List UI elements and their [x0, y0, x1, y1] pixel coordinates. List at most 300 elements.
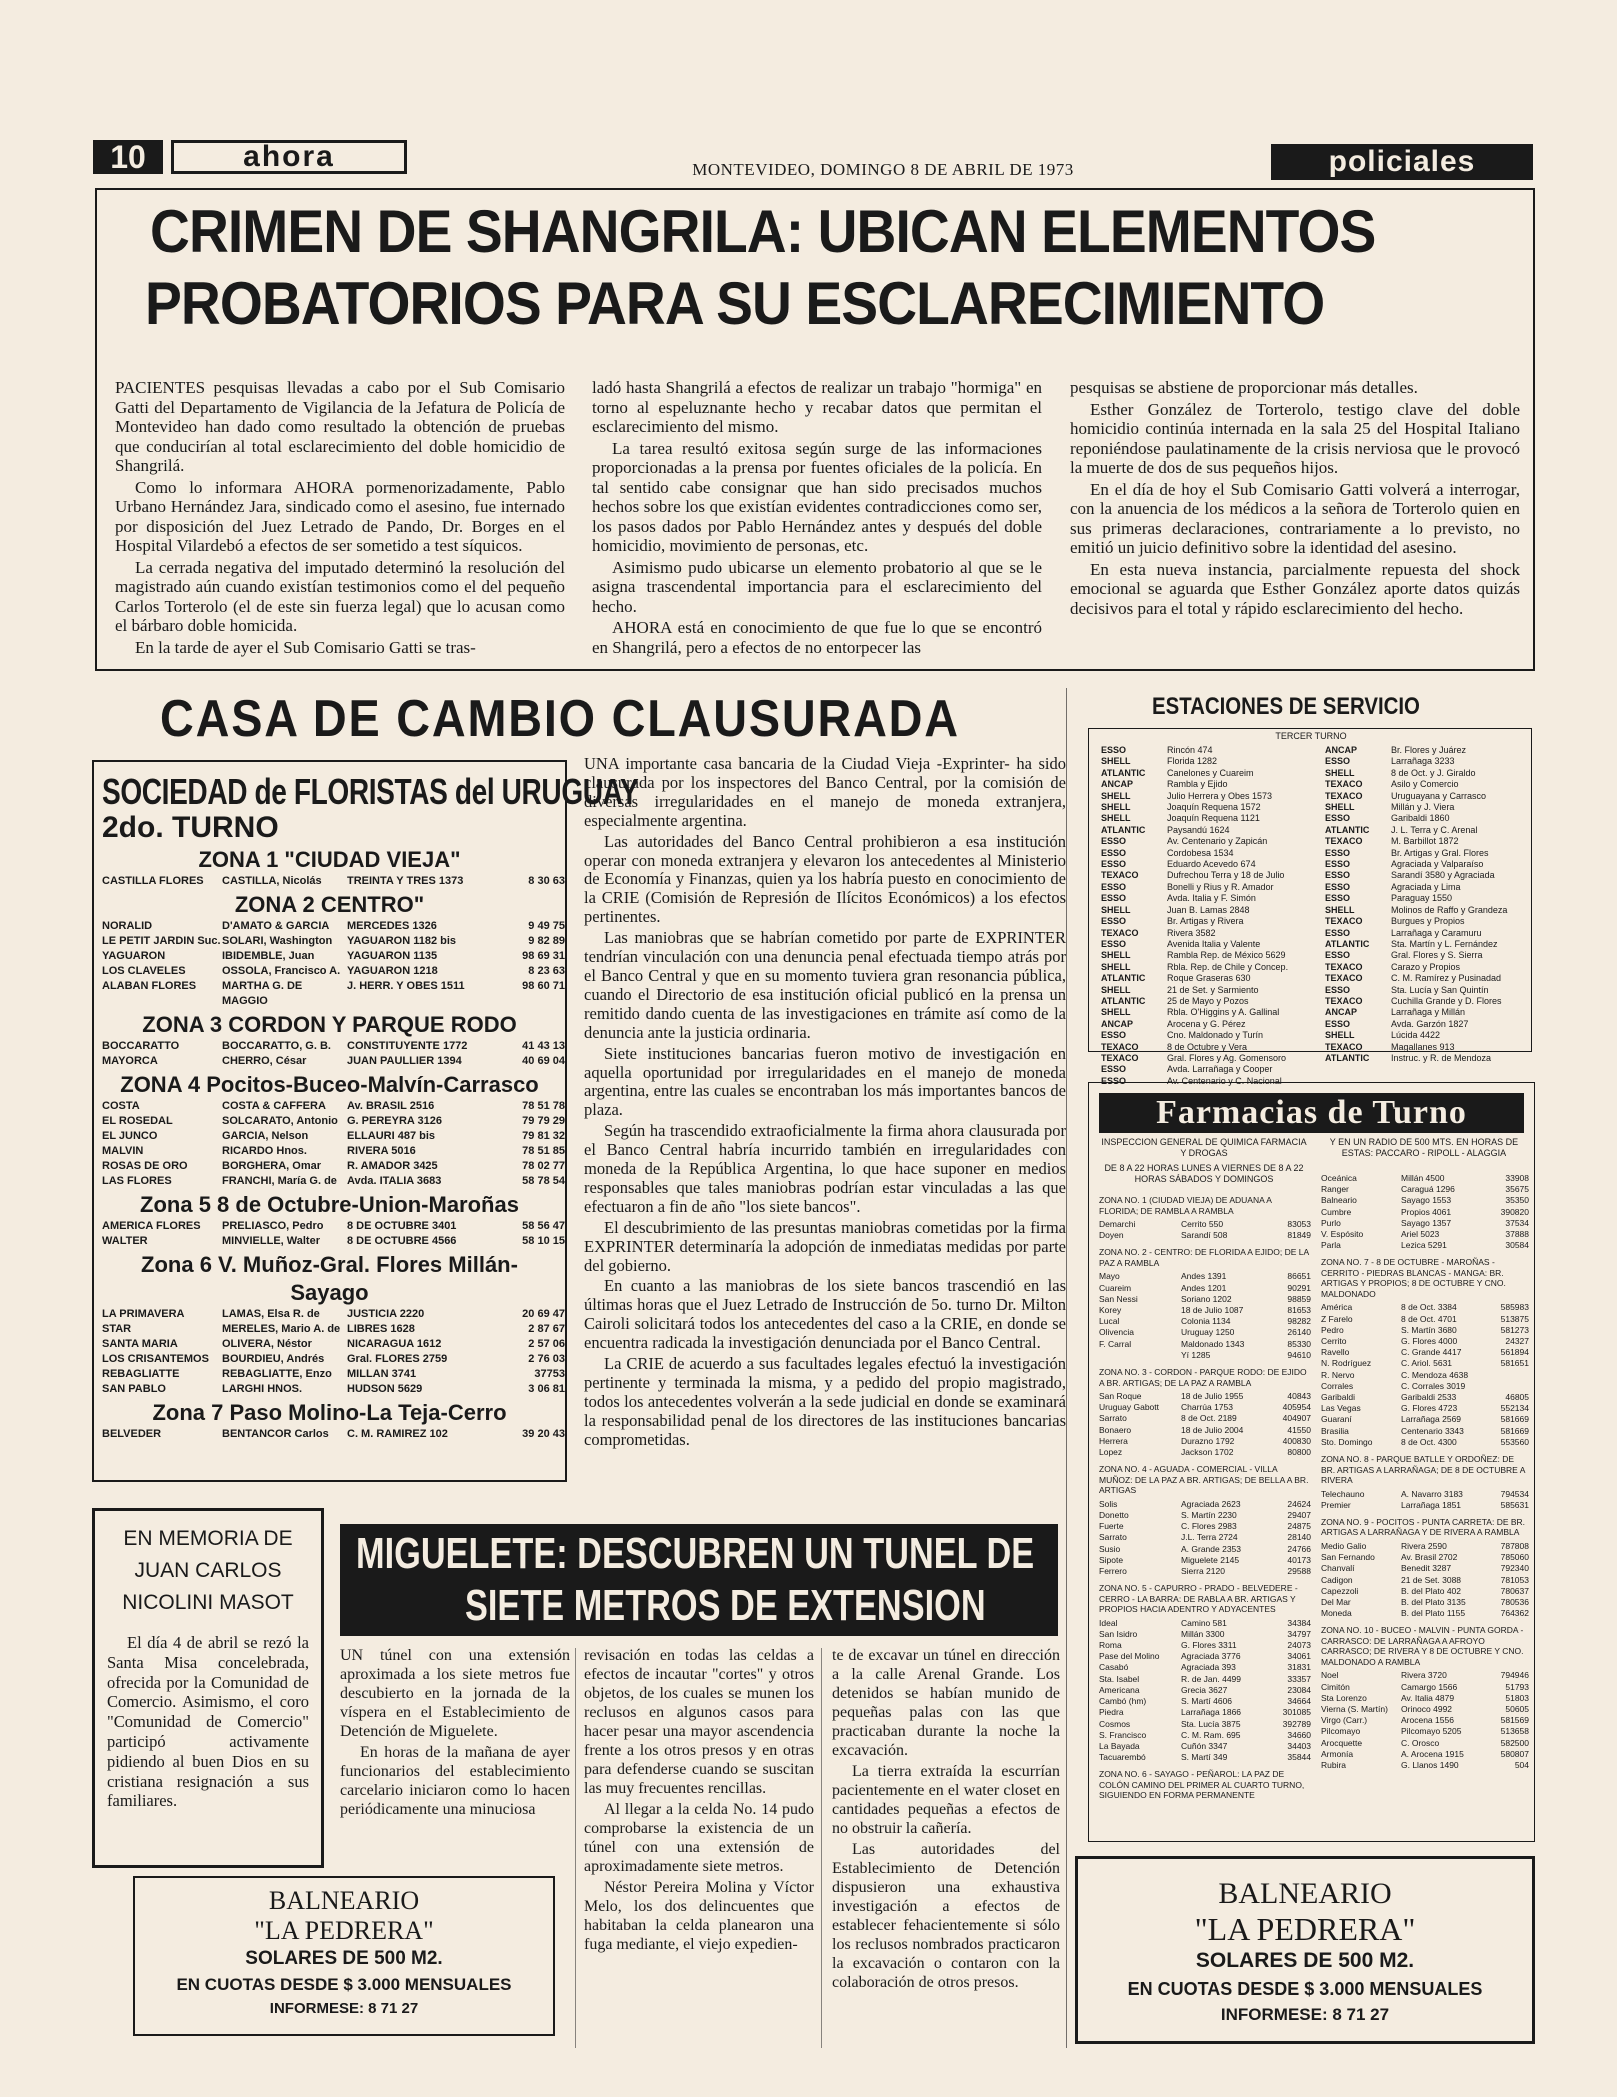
pharmacy-cell: 34797	[1287, 1628, 1311, 1639]
florist-row	[102, 1427, 565, 1442]
station-row	[1325, 756, 1531, 767]
pharmacy-cell: Millán 4500	[1401, 1173, 1445, 1183]
station-row	[1325, 1007, 1531, 1018]
pharmacy-row	[1099, 1640, 1311, 1651]
florist-row	[102, 1114, 565, 1129]
pharmacy-cell: 34664	[1287, 1696, 1311, 1707]
pharmacy-cell: Corrales	[1321, 1380, 1354, 1391]
pharmacy-cell: La Bayada	[1099, 1740, 1140, 1751]
pharmacy-cell: 301085	[1282, 1707, 1311, 1718]
ad-line: BALNEARIO	[1218, 1877, 1392, 1910]
pharmacy-row	[1099, 1271, 1311, 1282]
florist-cell: C. M. RAMIREZ 102	[347, 1428, 448, 1440]
pharmacy-cell: Casabó	[1099, 1662, 1129, 1673]
station-address: Asilo y Comercio	[1391, 779, 1459, 790]
ad-la-pedrera-left	[133, 1876, 555, 2036]
station-address: 21 de Set. y Sarmiento	[1167, 984, 1259, 995]
pharmacy-row	[1099, 1219, 1311, 1230]
florist-cell: BELVEDER	[102, 1428, 162, 1440]
pharmacy-cell: Mayo	[1099, 1271, 1120, 1282]
station-row	[1101, 973, 1309, 984]
station-row	[1101, 928, 1309, 939]
station-row	[1325, 928, 1531, 939]
pharmacy-cell: Capezzoli	[1321, 1585, 1359, 1596]
station-row	[1325, 745, 1531, 756]
pharmacy-cell: Larrañaga 1851	[1401, 1499, 1462, 1510]
florist-cell: YAGUARON 1182 bis	[347, 935, 457, 947]
florist-cell: 8 DE OCTUBRE 4566	[347, 1235, 457, 1247]
pharmacy-cell: B. del Plato 3135	[1401, 1596, 1466, 1607]
station-address: Cuchilla Grande y D. Flores	[1391, 995, 1502, 1006]
station-address: Rincón 474	[1167, 745, 1213, 755]
florist-cell: ALABAN FLORES	[102, 980, 197, 992]
pharmacy-cell: 764362	[1500, 1608, 1529, 1619]
miguelete-headline-box	[340, 1524, 1058, 1636]
pharmacy-cell: Soriano 1202	[1181, 1293, 1232, 1304]
pharmacy-cell: 553560	[1500, 1436, 1529, 1447]
pharmacy-row	[1099, 1413, 1311, 1424]
pharmacy-cell: 24327	[1505, 1336, 1529, 1347]
station-address: Rbla. Rep. de Chile y Concep.	[1167, 961, 1289, 972]
florist-cell: MALVIN	[102, 1145, 144, 1157]
florist-row	[102, 1322, 565, 1337]
florist-row	[102, 1054, 565, 1069]
pharmacy-cell: Chanvalí	[1321, 1563, 1355, 1574]
pharmacy-cell: Solis	[1099, 1498, 1118, 1509]
florist-cell: SAN PABLO	[102, 1383, 166, 1395]
station-address: Sarandí 3580 y Agraciada	[1391, 870, 1495, 881]
florist-cell: NICARAGUA 1612	[347, 1338, 442, 1350]
pharmacy-row	[1321, 1347, 1529, 1358]
pharmacy-row	[1099, 1544, 1311, 1555]
pharmacy-cell	[1485, 1381, 1529, 1392]
florist-cell: 78 51 85	[522, 1145, 565, 1157]
floristas-box	[92, 760, 639, 1482]
pharmacy-cell: 581651	[1500, 1358, 1529, 1369]
paragraph: AHORA está en conocimiento de que fue lo que se encontró en Shangrilá, pero a efectos de no entorpecer las	[592, 618, 1042, 657]
florist-cell: 79 79 29	[522, 1115, 565, 1127]
pharmacy-row	[1099, 1752, 1311, 1763]
pharmacy-cell: C. Flores 2983	[1181, 1521, 1237, 1532]
station-brand: SHELL	[1325, 1030, 1355, 1041]
pharmacy-cell: C. M. Ram. 695	[1181, 1729, 1241, 1740]
station-row	[1101, 905, 1309, 916]
florist-cell: GARCIA, Nelson	[222, 1130, 309, 1142]
pharmacy-cell: 40173	[1287, 1554, 1311, 1565]
pharmacy-row	[1099, 1566, 1311, 1577]
pharmacy-zone-heading: ZONA NO. 9 - POCITOS - PUNTA CARRETA: DE BR. ARTIGAS A LARRAÑAGA Y DE RIVERA A RAMBLA	[1321, 1516, 1526, 1538]
florist-cell: BENTANCOR Carlos	[222, 1428, 329, 1440]
pharmacy-row	[1321, 1760, 1529, 1771]
florist-cell: FRANCHI, María G. de	[222, 1175, 337, 1187]
pharmacy-cell: Sarrato	[1099, 1413, 1127, 1424]
station-row	[1101, 870, 1309, 881]
pharmacy-cell: 781053	[1500, 1574, 1529, 1585]
pharmacy-row	[1099, 1651, 1311, 1662]
pharmacy-row	[1099, 1305, 1311, 1316]
station-row	[1325, 905, 1531, 916]
pharmacy-row	[1321, 1670, 1529, 1681]
pharmacy-cell: 98859	[1287, 1293, 1311, 1304]
pharmacy-cell: 23084	[1287, 1684, 1311, 1695]
florist-cell: ELLAURI 487 bis	[347, 1130, 436, 1142]
pharmacy-cell: Garibaldi 2533	[1401, 1392, 1457, 1403]
pharmacy-cell: Centenario 3343	[1401, 1425, 1464, 1436]
paragraph: Al llegar a la celda No. 14 pudo comprobarse la existencia de un túnel con una extensión de aproximadamente siete metros.	[584, 1801, 814, 1875]
station-row	[1101, 939, 1309, 950]
pharmacy-cell: 513658	[1500, 1726, 1529, 1737]
florist-cell: COSTA & CAFFERA	[222, 1100, 326, 1112]
pharmacy-row	[1321, 1173, 1529, 1184]
station-brand: ESSO	[1101, 893, 1127, 904]
pharmacy-row	[1099, 1618, 1311, 1629]
station-address: Carazo y Propios	[1391, 961, 1461, 972]
station-row	[1101, 802, 1309, 813]
pharmacy-cell: Balneario	[1321, 1195, 1357, 1206]
pharmacy-cell: C. Orosco	[1401, 1737, 1440, 1748]
pharmacy-cell: 24073	[1287, 1640, 1311, 1651]
estaciones-col-right	[1325, 745, 1531, 1064]
pharmacy-cell: 33908	[1505, 1173, 1529, 1183]
pharmacy-cell: F. Carral	[1099, 1338, 1132, 1349]
florist-cell: LIBRES 1628	[347, 1323, 415, 1335]
pharmacy-cell: Cumbre	[1321, 1206, 1352, 1217]
pharmacy-cell: Sayago 1357	[1401, 1217, 1452, 1228]
florist-row	[102, 1039, 565, 1054]
pharmacy-row	[1321, 1302, 1529, 1313]
station-brand: ATLANTIC	[1101, 767, 1146, 778]
station-address: Larrañaga 3233	[1391, 756, 1455, 767]
pharmacy-cell: 35844	[1287, 1752, 1311, 1763]
pharmacy-row	[1321, 1392, 1529, 1403]
pharmacy-cell: Del Mar	[1321, 1596, 1351, 1607]
main-story-col-3	[1070, 378, 1520, 620]
pharmacy-cell: Agraciada 2623	[1181, 1498, 1241, 1509]
pharmacy-cell: Las Vegas	[1321, 1403, 1361, 1414]
station-address: Molinos de Raffo y Grandeza	[1391, 904, 1508, 915]
pharmacy-cell: 18 de Julio 1087	[1181, 1305, 1244, 1316]
pharmacy-row	[1099, 1719, 1311, 1730]
florist-zone-heading: Zona 5 8 de Octubre-Union-Maroñas	[140, 1192, 519, 1217]
miguelete-col-3	[832, 1646, 1060, 1994]
station-address: Rbla. O'Higgins y A. Gallinal	[1167, 1007, 1280, 1018]
station-row	[1325, 916, 1531, 927]
florist-cell: COSTA	[102, 1100, 140, 1112]
station-brand: TEXACO	[1325, 961, 1363, 972]
farmacias-intro-right: Y EN UN RADIO DE 500 MTS. EN HORAS DE ESTAS: PACCARO - RIPOLL - ALAGGIA	[1329, 1137, 1519, 1158]
pharmacy-cell: Agraciada 393	[1181, 1662, 1236, 1673]
florist-cell: 58 10 15	[522, 1235, 565, 1247]
pharmacy-cell: Piedra	[1099, 1707, 1124, 1718]
pharmacy-cell: 80800	[1287, 1447, 1311, 1458]
pharmacy-cell: 24624	[1287, 1498, 1311, 1509]
paragraph: La cerrada negativa del imputado determinó la resolución del magistrado aún cuando existían testimonios como el del pequeño Carlos Torterolo (el de este sin fuerza legal) que lo acusan como el bárbaro doble homicida.	[115, 557, 565, 635]
station-brand: TEXACO	[1101, 927, 1139, 938]
station-address: Agraciada y Lima	[1391, 881, 1461, 892]
florist-cell: 8 30 63	[528, 875, 565, 887]
pharmacy-cell: G. Flores 3311	[1181, 1640, 1237, 1651]
pharmacy-cell: Lopez	[1099, 1447, 1123, 1458]
station-brand: ESSO	[1325, 756, 1351, 767]
station-address: Agraciada y Valparaíso	[1391, 859, 1484, 870]
pharmacy-cell: Herrera	[1099, 1435, 1128, 1446]
pharmacy-cell: Pase del Molino	[1099, 1651, 1160, 1662]
florist-zone-heading: ZONA 4 Pocitos-Buceo-Malvín-Carrasco	[120, 1072, 539, 1097]
station-row	[1325, 802, 1531, 813]
pharmacy-row	[1099, 1555, 1311, 1566]
pharmacy-cell: S. Martí 4606	[1181, 1696, 1233, 1707]
station-row	[1101, 1064, 1309, 1075]
pharmacy-cell: Sayago 1553	[1401, 1195, 1452, 1206]
pharmacy-cell: 582500	[1500, 1737, 1529, 1748]
station-row	[1325, 848, 1531, 859]
florist-cell: 39 20 43	[522, 1428, 565, 1440]
pharmacy-cell: Cadigon	[1321, 1574, 1353, 1585]
florist-cell: REBAGLIATTE, Enzo	[222, 1368, 332, 1380]
pharmacy-row	[1099, 1339, 1311, 1350]
pharmacy-cell: Jackson 1702	[1181, 1447, 1234, 1458]
station-address: Canelones y Cuareim	[1167, 767, 1254, 778]
station-brand: ESSO	[1101, 916, 1127, 927]
pharmacy-row	[1321, 1489, 1529, 1500]
pharmacy-cell: 21 de Set. 3088	[1401, 1574, 1462, 1585]
memoria-title-3: NICOLINI MASOT	[122, 1591, 294, 1614]
pharmacy-cell: A. Navarro 3183	[1401, 1488, 1463, 1499]
pharmacy-cell: Medio Galio	[1321, 1540, 1367, 1551]
pharmacy-row	[1099, 1327, 1311, 1338]
pharmacy-row	[1099, 1674, 1311, 1685]
pharmacy-cell: 405954	[1282, 1402, 1311, 1413]
station-brand: ESSO	[1325, 813, 1351, 824]
florist-row	[102, 1174, 565, 1189]
station-row	[1325, 791, 1531, 802]
miguelete-headline-2: SIETE METROS DE EXTENSION	[465, 1581, 986, 1630]
paragraph: pesquisas se abstiene de proporcionar más detalles.	[1070, 378, 1418, 397]
pharmacy-cell: Benedit 3287	[1401, 1563, 1452, 1574]
pharmacy-cell: Pilcomayo 5205	[1401, 1726, 1462, 1737]
station-row	[1325, 973, 1531, 984]
station-row	[1101, 962, 1309, 973]
florist-cell: CASTILLA FLORES	[102, 875, 204, 887]
station-brand: ESSO	[1325, 893, 1351, 904]
station-brand: SHELL	[1101, 813, 1131, 824]
pharmacy-cell: 81849	[1287, 1230, 1311, 1241]
pharmacy-cell: Susio	[1099, 1543, 1121, 1554]
pharmacy-cell: San Roque	[1099, 1391, 1142, 1402]
florist-cell: SANTA MARIA	[102, 1338, 178, 1350]
column-rule	[575, 1648, 576, 2048]
pharmacy-cell: Sipote	[1099, 1554, 1124, 1565]
newspaper-name: ahora	[171, 140, 407, 174]
station-brand: ANCAP	[1325, 1007, 1358, 1018]
pharmacy-cell: Rubira	[1321, 1760, 1347, 1771]
farmacias-col-right	[1321, 1173, 1529, 1771]
pharmacy-cell: 50605	[1505, 1704, 1529, 1714]
pharmacy-row	[1321, 1314, 1529, 1325]
pharmacy-cell: 18 de Julio 1955	[1181, 1391, 1244, 1402]
pharmacy-cell: Moneda	[1321, 1608, 1352, 1619]
pharmacy-cell: 390820	[1500, 1206, 1529, 1217]
station-row	[1101, 996, 1309, 1007]
florist-cell: CHERRO, César	[222, 1055, 307, 1067]
pharmacy-cell: 780536	[1500, 1596, 1529, 1607]
pharmacy-cell: 581569	[1500, 1715, 1529, 1726]
florist-cell: HUDSON 5629	[347, 1383, 423, 1395]
florist-cell: MARTHA G. DE MAGGIO	[222, 980, 303, 1007]
memoria-text: El día 4 de abril se rezó la Santa Misa concelebrada, ofrecida por la Comunidad de Comercio. Asimismo, el coro "Comunidad de Comercio" participó activamente pidiendo al buen Dios en su cristiana resignación a sus familiares.	[107, 1633, 309, 1811]
pharmacy-cell: Premier	[1321, 1499, 1351, 1510]
florist-row	[102, 874, 565, 889]
station-brand: ESSO	[1101, 1030, 1127, 1041]
florist-cell: 37753	[534, 1368, 565, 1380]
pharmacy-row	[1099, 1391, 1311, 1402]
florist-row	[102, 919, 565, 934]
pharmacy-zone-heading: ZONA NO. 10 - BUCEO - MALVIN - PUNTA GORDA - CARRASCO: DE LARRAÑAGA A AFROYO CARRASCO; DE RIVERA Y 8 DE OCTUBRE Y CNO. MALDONADO A RAMBLA	[1321, 1625, 1524, 1667]
florist-cell: 41 43 13	[522, 1040, 565, 1052]
ad-line: EN CUOTAS DESDE $ 3.000 MENSUALES	[1127, 1979, 1483, 1999]
miguelete-col-1	[340, 1646, 570, 1821]
pharmacy-cell: Orinoco 4992	[1401, 1704, 1453, 1714]
station-row	[1101, 882, 1309, 893]
pharmacy-cell: G. Flores 4723	[1401, 1403, 1458, 1414]
pharmacy-cell: 787808	[1500, 1540, 1529, 1551]
pharmacy-cell: Sierra 2120	[1181, 1565, 1225, 1576]
page-header	[93, 138, 1533, 184]
paragraph: Siete instituciones bancarias fueron motivo de investigación en aquella oportunidad por irregularidades en el manejo de moneda argentina, entre las cuales se encontraban los más importantes bancos de plaza.	[584, 1043, 1066, 1120]
pharmacy-cell: Sarandí 508	[1181, 1230, 1228, 1241]
pharmacy-cell: Cuñón 3347	[1181, 1740, 1228, 1751]
station-brand: ESSO	[1325, 950, 1351, 961]
pharmacy-cell: 18 de Julio 2004	[1181, 1424, 1244, 1435]
pharmacy-cell: Uruguay Gabott	[1099, 1402, 1160, 1413]
florist-cell: LOS CRISANTEMOS	[102, 1353, 209, 1365]
section-label: policiales	[1271, 144, 1533, 180]
pharmacy-cell: C. Ariol. 5631	[1401, 1358, 1453, 1369]
pharmacy-cell: 98282	[1287, 1316, 1311, 1327]
pharmacy-row	[1321, 1218, 1529, 1229]
pharmacy-cell: Yí 1285	[1181, 1349, 1211, 1360]
pharmacy-cell: 26140	[1287, 1327, 1311, 1338]
pharmacy-cell: Parla	[1321, 1240, 1341, 1251]
pharmacy-cell: Andes 1391	[1181, 1271, 1227, 1282]
pharmacy-cell: 792340	[1500, 1563, 1529, 1574]
station-brand: ESSO	[1325, 847, 1351, 858]
florist-row	[102, 1129, 565, 1144]
pharmacy-cell: San Nessi	[1099, 1293, 1138, 1304]
florist-cell: CASTILLA, Nicolás	[222, 875, 322, 887]
florist-cell: J. HERR. Y OBES 1511	[347, 980, 465, 992]
estaciones-col-left	[1101, 745, 1309, 1087]
station-address: Paraguay 1550	[1391, 893, 1453, 904]
pharmacy-cell: Sarrato	[1099, 1532, 1127, 1543]
pharmacy-cell: 41550	[1287, 1424, 1311, 1435]
paragraph: Las maniobras que se habrían cometido por parte de EXPRINTER tendrían vinculación con una denuncia penal efectuada tiempo atrás por el Banco Central y que en su momento tuviera gran resonancia pública, cuando el Directorio de esa institución oficial publicó en la prensa un remitido dando cuenta de las investigaciones en trámite así como de la denuncia ante la justicia ordinaria.	[584, 928, 1066, 1042]
pharmacy-cell: Agraciada 3776	[1181, 1651, 1241, 1662]
station-brand: ESSO	[1101, 938, 1127, 949]
station-address: M. Barbillot 1872	[1391, 836, 1459, 847]
pharmacy-row	[1099, 1696, 1311, 1707]
farmacias-intro-hours: DE 8 A 22 HORAS LUNES A VIERNES DE 8 A 22 HORAS SÁBADOS Y DOMINGOS	[1104, 1163, 1304, 1184]
station-row	[1101, 859, 1309, 870]
station-address: J. L. Terra y C. Arenal	[1391, 824, 1478, 835]
station-address: Dufrechou Terra y 18 de Julio	[1167, 870, 1285, 881]
station-address: Florida 1282	[1167, 756, 1218, 767]
florist-cell: RIVERA 5016	[347, 1145, 416, 1157]
pharmacy-cell: Charrúa 1753	[1181, 1402, 1233, 1413]
florist-cell: 8 DE OCTUBRE 3401	[347, 1220, 457, 1232]
florist-cell: REBAGLIATTE	[102, 1368, 180, 1380]
station-row	[1101, 985, 1309, 996]
pharmacy-row	[1099, 1521, 1311, 1532]
estaciones-turno: TERCER TURNO	[1275, 731, 1347, 741]
florist-cell: PRELIASCO, Pedro	[222, 1220, 324, 1232]
pharmacy-cell: Virgo (Carr.)	[1321, 1715, 1368, 1726]
station-row	[1101, 893, 1309, 904]
station-brand: SHELL	[1101, 790, 1131, 801]
station-brand: ESSO	[1325, 927, 1351, 938]
station-row	[1101, 791, 1309, 802]
pharmacy-cell: 552134	[1500, 1403, 1529, 1414]
station-address: 8 de Octubre y Vera	[1167, 1041, 1248, 1052]
pharmacy-row	[1321, 1240, 1529, 1251]
pharmacy-cell: Camargo 1566	[1401, 1681, 1458, 1692]
pharmacy-cell: Lucal	[1099, 1316, 1120, 1327]
pharmacy-cell: Av. Brasil 2702	[1401, 1552, 1458, 1563]
station-row	[1325, 1053, 1531, 1064]
station-brand: ESSO	[1325, 881, 1351, 892]
ad-la-pedrera-right	[1075, 1856, 1535, 2044]
station-address: Joaquín Requena 1572	[1167, 802, 1261, 813]
florist-cell: YAGUARON 1218	[347, 965, 438, 977]
pharmacy-cell: 33357	[1287, 1673, 1311, 1684]
pharmacy-row	[1099, 1402, 1311, 1413]
station-brand: TEXACO	[1101, 1052, 1139, 1063]
station-address: Garibaldi 1860	[1391, 813, 1450, 824]
paragraph: La tarea resultó exitosa según surge de las informaciones proporcionadas a la prensa por fuentes oficiales de la policía. En tal sentido cabe consignar que han sido precisados muchos hechos sobre los que existían evidentes contradicciones como ser, los pasos dados por Pablo Hernández antes y después del doble homicidio, movimiento de personas, etc.	[592, 438, 1042, 555]
florist-cell: R. AMADOR 3425	[347, 1160, 438, 1172]
station-address: Cno. Maldonado y Turín	[1167, 1030, 1264, 1041]
paragraph: En horas de la mañana de ayer funcionarios del establecimiento carcelario iniciaron como lo hacen periódicamente una minuciosa	[340, 1744, 570, 1818]
station-row	[1325, 939, 1531, 950]
pharmacy-cell: Garibaldi	[1321, 1392, 1356, 1403]
pharmacy-cell: Cerrito	[1321, 1336, 1347, 1347]
florist-cell: JUSTICIA 2220	[347, 1308, 425, 1320]
pharmacy-cell: Rivera 2590	[1401, 1540, 1447, 1551]
station-address: Arocena y G. Pérez	[1167, 1018, 1246, 1029]
florist-cell: YAGUARON	[102, 950, 166, 962]
pharmacy-cell: Arocquette	[1321, 1737, 1363, 1748]
cambio-body	[584, 755, 1066, 1452]
florist-zone-heading: ZONA 3 CORDON Y PARQUE RODO	[142, 1012, 517, 1037]
pharmacy-cell: B. del Plato 1155	[1401, 1608, 1466, 1619]
station-row	[1325, 1030, 1531, 1041]
florist-cell: 3 06 81	[528, 1383, 565, 1395]
station-row	[1325, 836, 1531, 847]
station-address: Avda. Larrañaga y Cooper	[1167, 1064, 1273, 1075]
pharmacy-cell: Cimitón	[1321, 1681, 1350, 1692]
pharmacy-cell: 24766	[1287, 1543, 1311, 1554]
pharmacy-cell: R. de Jan. 4499	[1181, 1673, 1242, 1684]
pharmacy-cell: 37888	[1505, 1229, 1529, 1240]
station-address: Bonelli y Rius y R. Amador	[1167, 881, 1274, 892]
pharmacy-cell: Grecia 3627	[1181, 1684, 1228, 1695]
pharmacy-cell: 35350	[1505, 1195, 1529, 1206]
pharmacy-cell: Guaraní	[1321, 1414, 1352, 1425]
pharmacy-cell: Z Farelo	[1321, 1313, 1353, 1324]
pharmacy-row	[1321, 1726, 1529, 1737]
florist-cell: Av. BRASIL 2516	[347, 1100, 435, 1112]
pharmacy-row	[1099, 1425, 1311, 1436]
